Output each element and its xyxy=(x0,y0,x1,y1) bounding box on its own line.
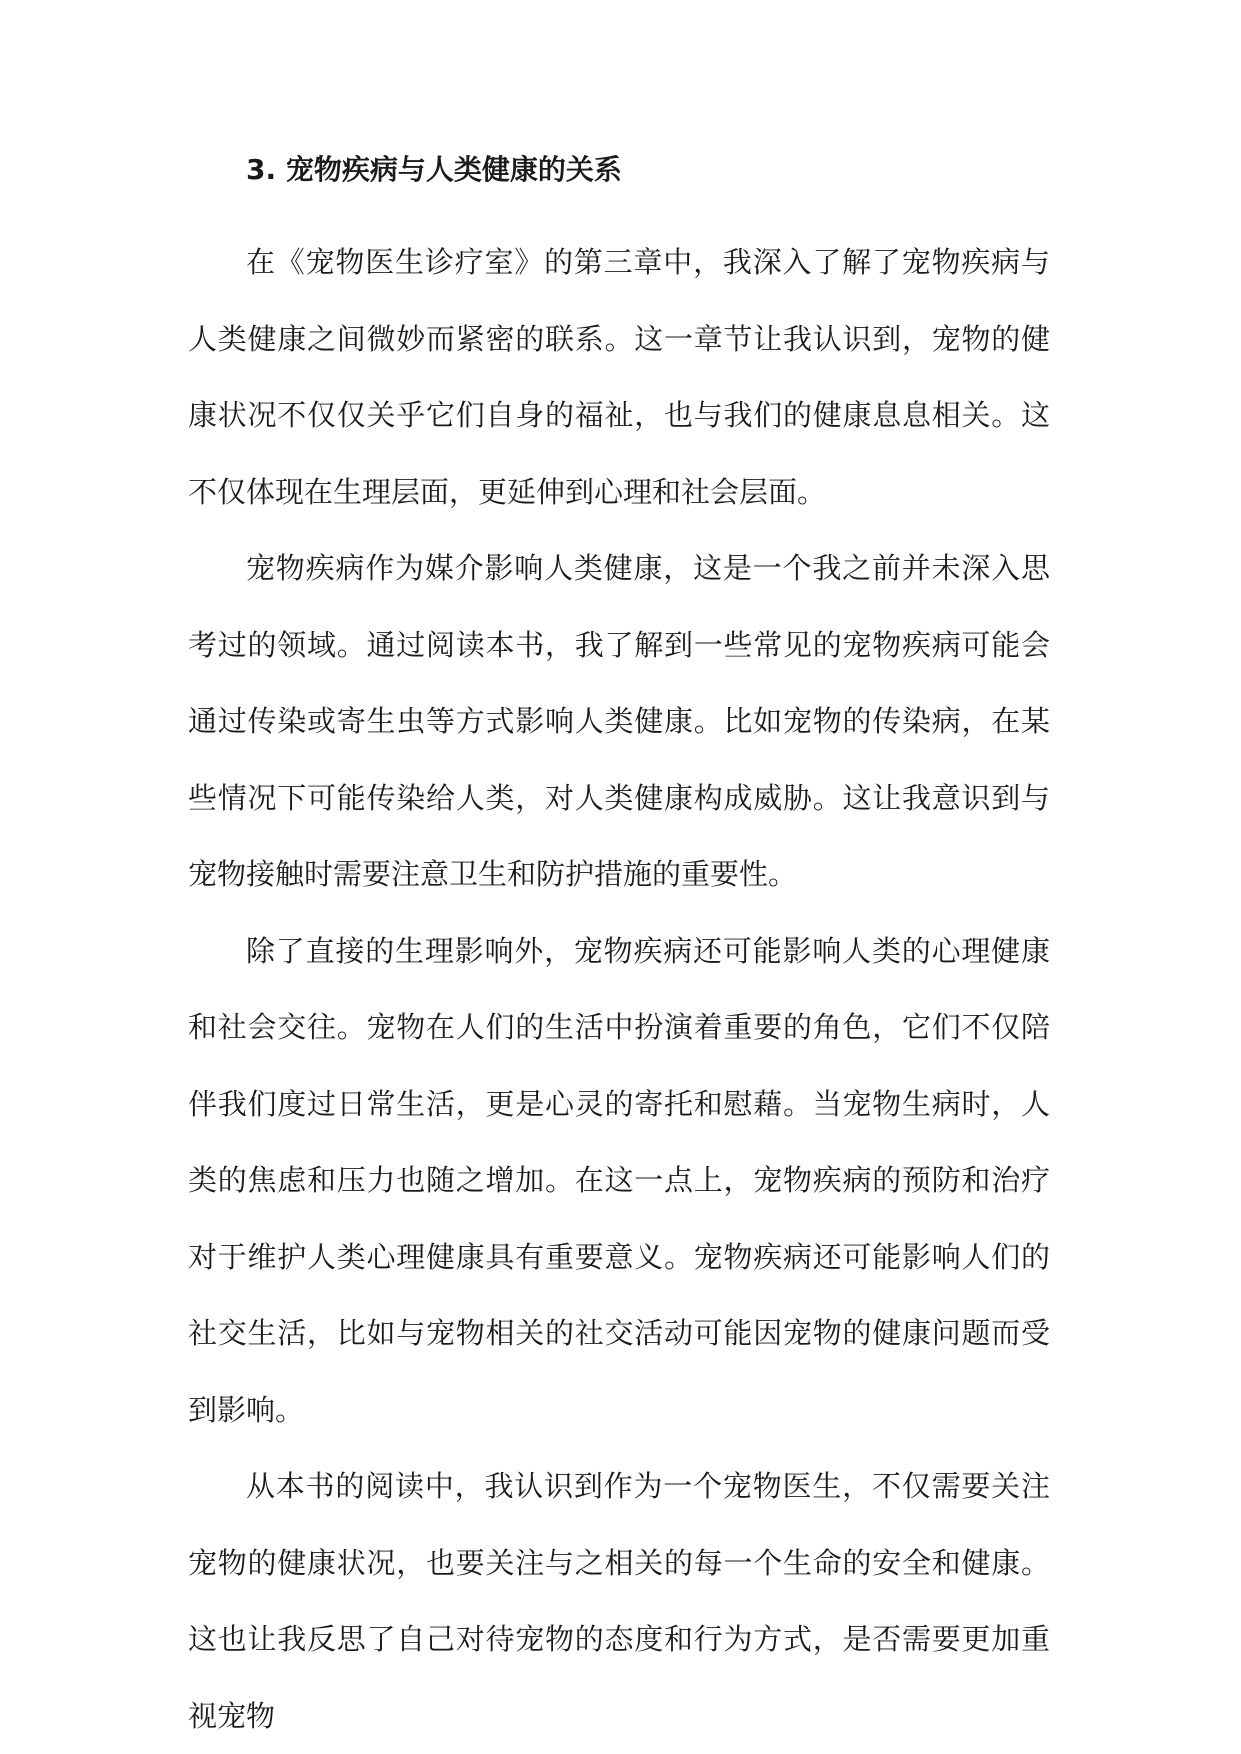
paragraph-3: 除了直接的生理影响外，宠物疾病还可能影响人类的心理健康和社会交往。宠物在人们的生活中扮演着重要的角色，它们不仅陪伴我们度过日常生活，更是心灵的寄托和慰藉。当宠物生病时，人类的焦虑和压力也随之增加。在这一点上，宠物疾病的预防和治疗对于维护人类心理健康具有重要意义。宠物疾病还可能影响人们的社交生活，比如与宠物相关的社交活动可能因宠物的健康问题而受到影响。 xyxy=(188,933,1050,1427)
paragraph-2: 宠物疾病作为媒介影响人类健康，这是一个我之前并未深入思考过的领域。通过阅读本书，我了解到一些常见的宠物疾病可能会通过传染或寄生虫等方式影响人类健康。比如宠物的传染病，在某些情况下可能传染给人类，对人类健康构成威胁。这让我意识到与宠物接触时需要注意卫生和防护措施的重要性。 xyxy=(188,551,1050,891)
paragraph-4: 从本书的阅读中，我认识到作为一个宠物医生，不仅需要关注宠物的健康状况，也要关注与之相关的每一个生命的安全和健康。这也让我反思了自己对待宠物的态度和行为方式，是否需要更加重视宠物 xyxy=(188,1469,1050,1733)
section-heading: 3. 宠物疾病与人类健康的关系 xyxy=(246,153,622,186)
paragraph-1: 在《宠物医生诊疗室》的第三章中，我深入了解了宠物疾病与人类健康之间微妙而紧密的联系。这一章节让我认识到，宠物的健康状况不仅仅关乎它们自身的福祉，也与我们的健康息息相关。这不仅体现在生理层面，更延伸到心理和社会层面。 xyxy=(188,245,1050,509)
document-body xyxy=(188,150,1050,1754)
